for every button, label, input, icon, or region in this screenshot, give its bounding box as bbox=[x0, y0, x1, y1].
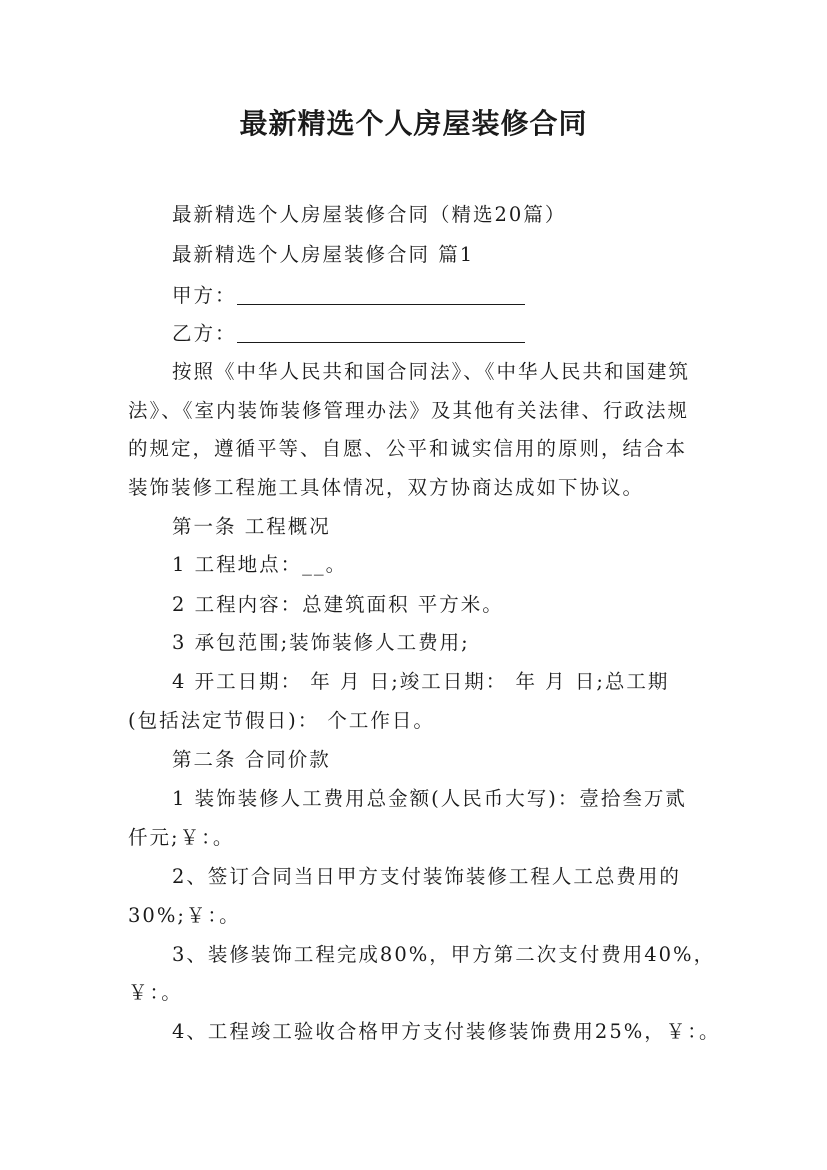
preamble-line: 的规定，遵循平等、自愿、公平和诚实信用的原则，结合本 bbox=[128, 437, 688, 460]
party-b-blank bbox=[237, 323, 525, 343]
party-a-line bbox=[172, 280, 525, 308]
article2-item: 2、签订合同当日甲方支付装饰装修工程人工总费用的 bbox=[172, 865, 681, 888]
article2-item: 4、工程竣工验收合格甲方支付装修装饰费用25%，￥：。 bbox=[172, 1020, 721, 1043]
part-heading: 最新精选个人房屋装修合同 篇1 bbox=[172, 243, 475, 266]
article1-item: 1 工程地点：__。 bbox=[172, 553, 348, 576]
party-a-label: 甲方： bbox=[172, 284, 237, 307]
subtitle: 最新精选个人房屋装修合同（精选20篇） bbox=[172, 203, 567, 226]
preamble-line: 法》、《室内装饰装修管理办法》及其他有关法律、行政法规 bbox=[128, 399, 690, 422]
article1-item: (包括法定节假日)： 个工作日。 bbox=[128, 709, 435, 732]
article1-item: 3 承包范围;装饰装修人工费用; bbox=[172, 631, 470, 654]
party-b-label: 乙方： bbox=[172, 322, 237, 345]
article2-item: 仟元;￥：。 bbox=[128, 826, 235, 849]
preamble-line: 按照《中华人民共和国合同法》、《中华人民共和国建筑 bbox=[172, 360, 691, 383]
article1-item: 4 开工日期： 年 月 日;竣工日期： 年 月 日;总工期 bbox=[172, 670, 670, 693]
article1-item: 2 工程内容：总建筑面积 平方米。 bbox=[172, 593, 504, 616]
preamble-line: 装饰装修工程施工具体情况，双方协商达成如下协议。 bbox=[128, 476, 645, 499]
article2-item: 3、装修装饰工程完成80%，甲方第二次支付费用40%， bbox=[172, 943, 716, 966]
party-a-blank bbox=[237, 285, 525, 305]
article2-item: ￥：。 bbox=[128, 981, 183, 1004]
document-title: 最新精选个人房屋装修合同 bbox=[239, 107, 588, 140]
article2-heading: 第二条 合同价款 bbox=[172, 748, 331, 771]
article2-item: 30%;￥：。 bbox=[128, 904, 241, 927]
article2-item: 1 装饰装修人工费用总金额(人民币大写)：壹拾叁万贰 bbox=[172, 787, 687, 810]
party-b-line bbox=[172, 318, 525, 346]
article1-heading: 第一条 工程概况 bbox=[172, 515, 331, 538]
